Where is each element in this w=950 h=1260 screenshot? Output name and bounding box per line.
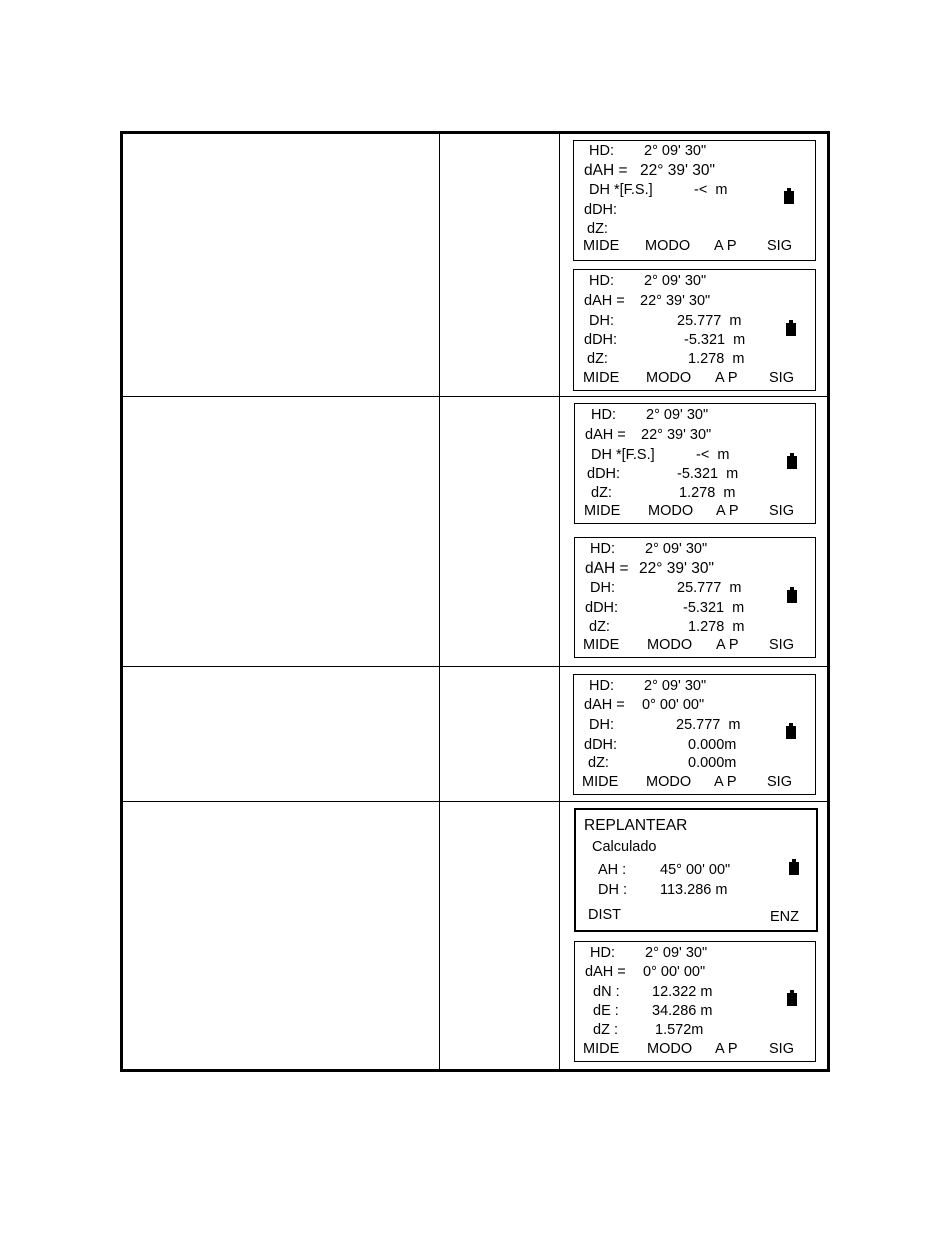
softkey-ap[interactable]: A P: [714, 238, 737, 254]
dz-value: 1.278 m: [688, 351, 745, 367]
de-value: 34.286 m: [652, 1003, 713, 1019]
dz-label: dZ:: [591, 485, 612, 501]
display-screen-5: [573, 674, 816, 795]
ddh-label: dDH:: [585, 600, 619, 616]
dh-value: 25.777 m: [676, 717, 741, 733]
row-divider-1: [123, 396, 827, 397]
hd-value: 2° 09' 30": [644, 678, 707, 694]
dh-value: -< m: [694, 182, 728, 198]
display-screen-replantear: [574, 808, 818, 932]
battery-icon: [787, 590, 797, 603]
battery-icon: [787, 993, 797, 1006]
softkey-ap[interactable]: A P: [716, 503, 739, 519]
softkey-modo[interactable]: MODO: [647, 637, 693, 653]
softkey-modo[interactable]: MODO: [647, 1041, 693, 1057]
battery-icon: [784, 191, 794, 204]
softkey-mide[interactable]: MIDE: [584, 503, 621, 519]
ddh-label: dDH:: [584, 737, 618, 753]
ddh-value: -5.321 m: [684, 332, 746, 348]
ah-label: AH :: [598, 862, 627, 878]
dah-value: 22° 39' 30": [641, 427, 712, 443]
hd-label: HD:: [589, 678, 614, 694]
dn-label: dN :: [593, 984, 620, 1000]
hd-value: 2° 09' 30": [646, 407, 709, 423]
hd-value: 2° 09' 30": [644, 143, 707, 159]
dah-label: dAH =: [584, 162, 628, 179]
dz-label: dZ :: [593, 1022, 618, 1038]
dn-value: 12.322 m: [652, 984, 713, 1000]
dah-value: 22° 39' 30": [639, 560, 714, 577]
row-divider-3: [123, 801, 827, 802]
softkey-modo[interactable]: MODO: [648, 503, 694, 519]
softkey-modo[interactable]: MODO: [646, 774, 692, 790]
dz-label: dZ:: [587, 351, 608, 367]
dz-value: 1.278 m: [679, 485, 736, 501]
dah-label: dAH =: [584, 293, 625, 309]
dh-value: -< m: [696, 447, 730, 463]
dh-label: DH :: [598, 882, 627, 898]
ah-value: 45° 00' 00": [660, 862, 731, 878]
hd-label: HD:: [589, 143, 614, 159]
ddh-label: dDH:: [584, 332, 618, 348]
column-divider-2: [559, 134, 560, 1069]
ddh-value: -5.321 m: [677, 466, 739, 482]
de-label: dE :: [593, 1003, 619, 1019]
dah-label: dAH =: [585, 560, 629, 577]
hd-label: HD:: [590, 541, 615, 557]
display-screen-1: [573, 140, 816, 261]
softkey-sig[interactable]: SIG: [767, 238, 792, 254]
dah-value: 0° 00' 00": [643, 964, 706, 980]
softkey-sig[interactable]: SIG: [767, 774, 792, 790]
softkey-sig[interactable]: SIG: [769, 370, 794, 386]
dz-label: dZ:: [587, 221, 608, 237]
ddh-value: 0.000m: [688, 737, 737, 753]
dz-value: 0.000m: [688, 755, 737, 771]
softkey-mide[interactable]: MIDE: [583, 637, 620, 653]
dh-label: DH:: [589, 717, 614, 733]
dh-value: 113.286 m: [660, 882, 728, 898]
battery-icon: [786, 323, 796, 336]
hd-label: HD:: [591, 407, 616, 423]
softkey-ap[interactable]: A P: [715, 370, 738, 386]
display-screen-3: [574, 403, 816, 524]
softkey-dist[interactable]: DIST: [588, 907, 622, 923]
softkey-mide[interactable]: MIDE: [583, 370, 620, 386]
dh-value: 25.777 m: [677, 313, 742, 329]
ddh-label: dDH:: [587, 466, 621, 482]
softkey-ap[interactable]: A P: [714, 774, 737, 790]
dah-value: 0° 00' 00": [642, 697, 705, 713]
dah-value: 22° 39' 30": [640, 162, 715, 179]
hd-value: 2° 09' 30": [645, 541, 708, 557]
dz-label: dZ:: [588, 755, 609, 771]
softkey-sig[interactable]: SIG: [769, 1041, 794, 1057]
softkey-sig[interactable]: SIG: [769, 637, 794, 653]
softkey-mide[interactable]: MIDE: [583, 238, 620, 254]
softkey-mide[interactable]: MIDE: [582, 774, 619, 790]
display-screen-4: [574, 537, 816, 658]
battery-icon: [786, 726, 796, 739]
display-screen-2: [573, 269, 816, 391]
dh-label: DH *[F.S.]: [589, 182, 653, 198]
dah-value: 22° 39' 30": [640, 293, 711, 309]
softkey-ap[interactable]: A P: [716, 637, 739, 653]
softkey-modo[interactable]: MODO: [646, 370, 692, 386]
softkey-modo[interactable]: MODO: [645, 238, 691, 254]
dz-label: dZ:: [589, 619, 610, 635]
dah-label: dAH =: [585, 964, 626, 980]
dh-label: DH:: [589, 313, 614, 329]
softkey-sig[interactable]: SIG: [769, 503, 794, 519]
dz-value: 1.278 m: [688, 619, 745, 635]
battery-icon: [787, 456, 797, 469]
dh-label: DH *[F.S.]: [591, 447, 655, 463]
hd-label: HD:: [589, 273, 614, 289]
softkey-mide[interactable]: MIDE: [583, 1041, 620, 1057]
softkey-ap[interactable]: A P: [715, 1041, 738, 1057]
screen-subtitle: Calculado: [592, 839, 657, 855]
ddh-value: -5.321 m: [683, 600, 745, 616]
dz-value: 1.572m: [655, 1022, 704, 1038]
display-screen-7: [574, 941, 816, 1062]
dh-value: 25.777 m: [677, 580, 742, 596]
hd-value: 2° 09' 30": [645, 945, 708, 961]
column-divider-1: [439, 134, 440, 1069]
ddh-label: dDH:: [584, 202, 618, 218]
battery-icon: [789, 862, 799, 875]
softkey-enz[interactable]: ENZ: [770, 909, 799, 925]
hd-label: HD:: [590, 945, 615, 961]
dh-label: DH:: [590, 580, 615, 596]
screen-title: REPLANTEAR: [584, 817, 688, 834]
hd-value: 2° 09' 30": [644, 273, 707, 289]
dah-label: dAH =: [585, 427, 626, 443]
dah-label: dAH =: [584, 697, 625, 713]
row-divider-2: [123, 666, 827, 667]
